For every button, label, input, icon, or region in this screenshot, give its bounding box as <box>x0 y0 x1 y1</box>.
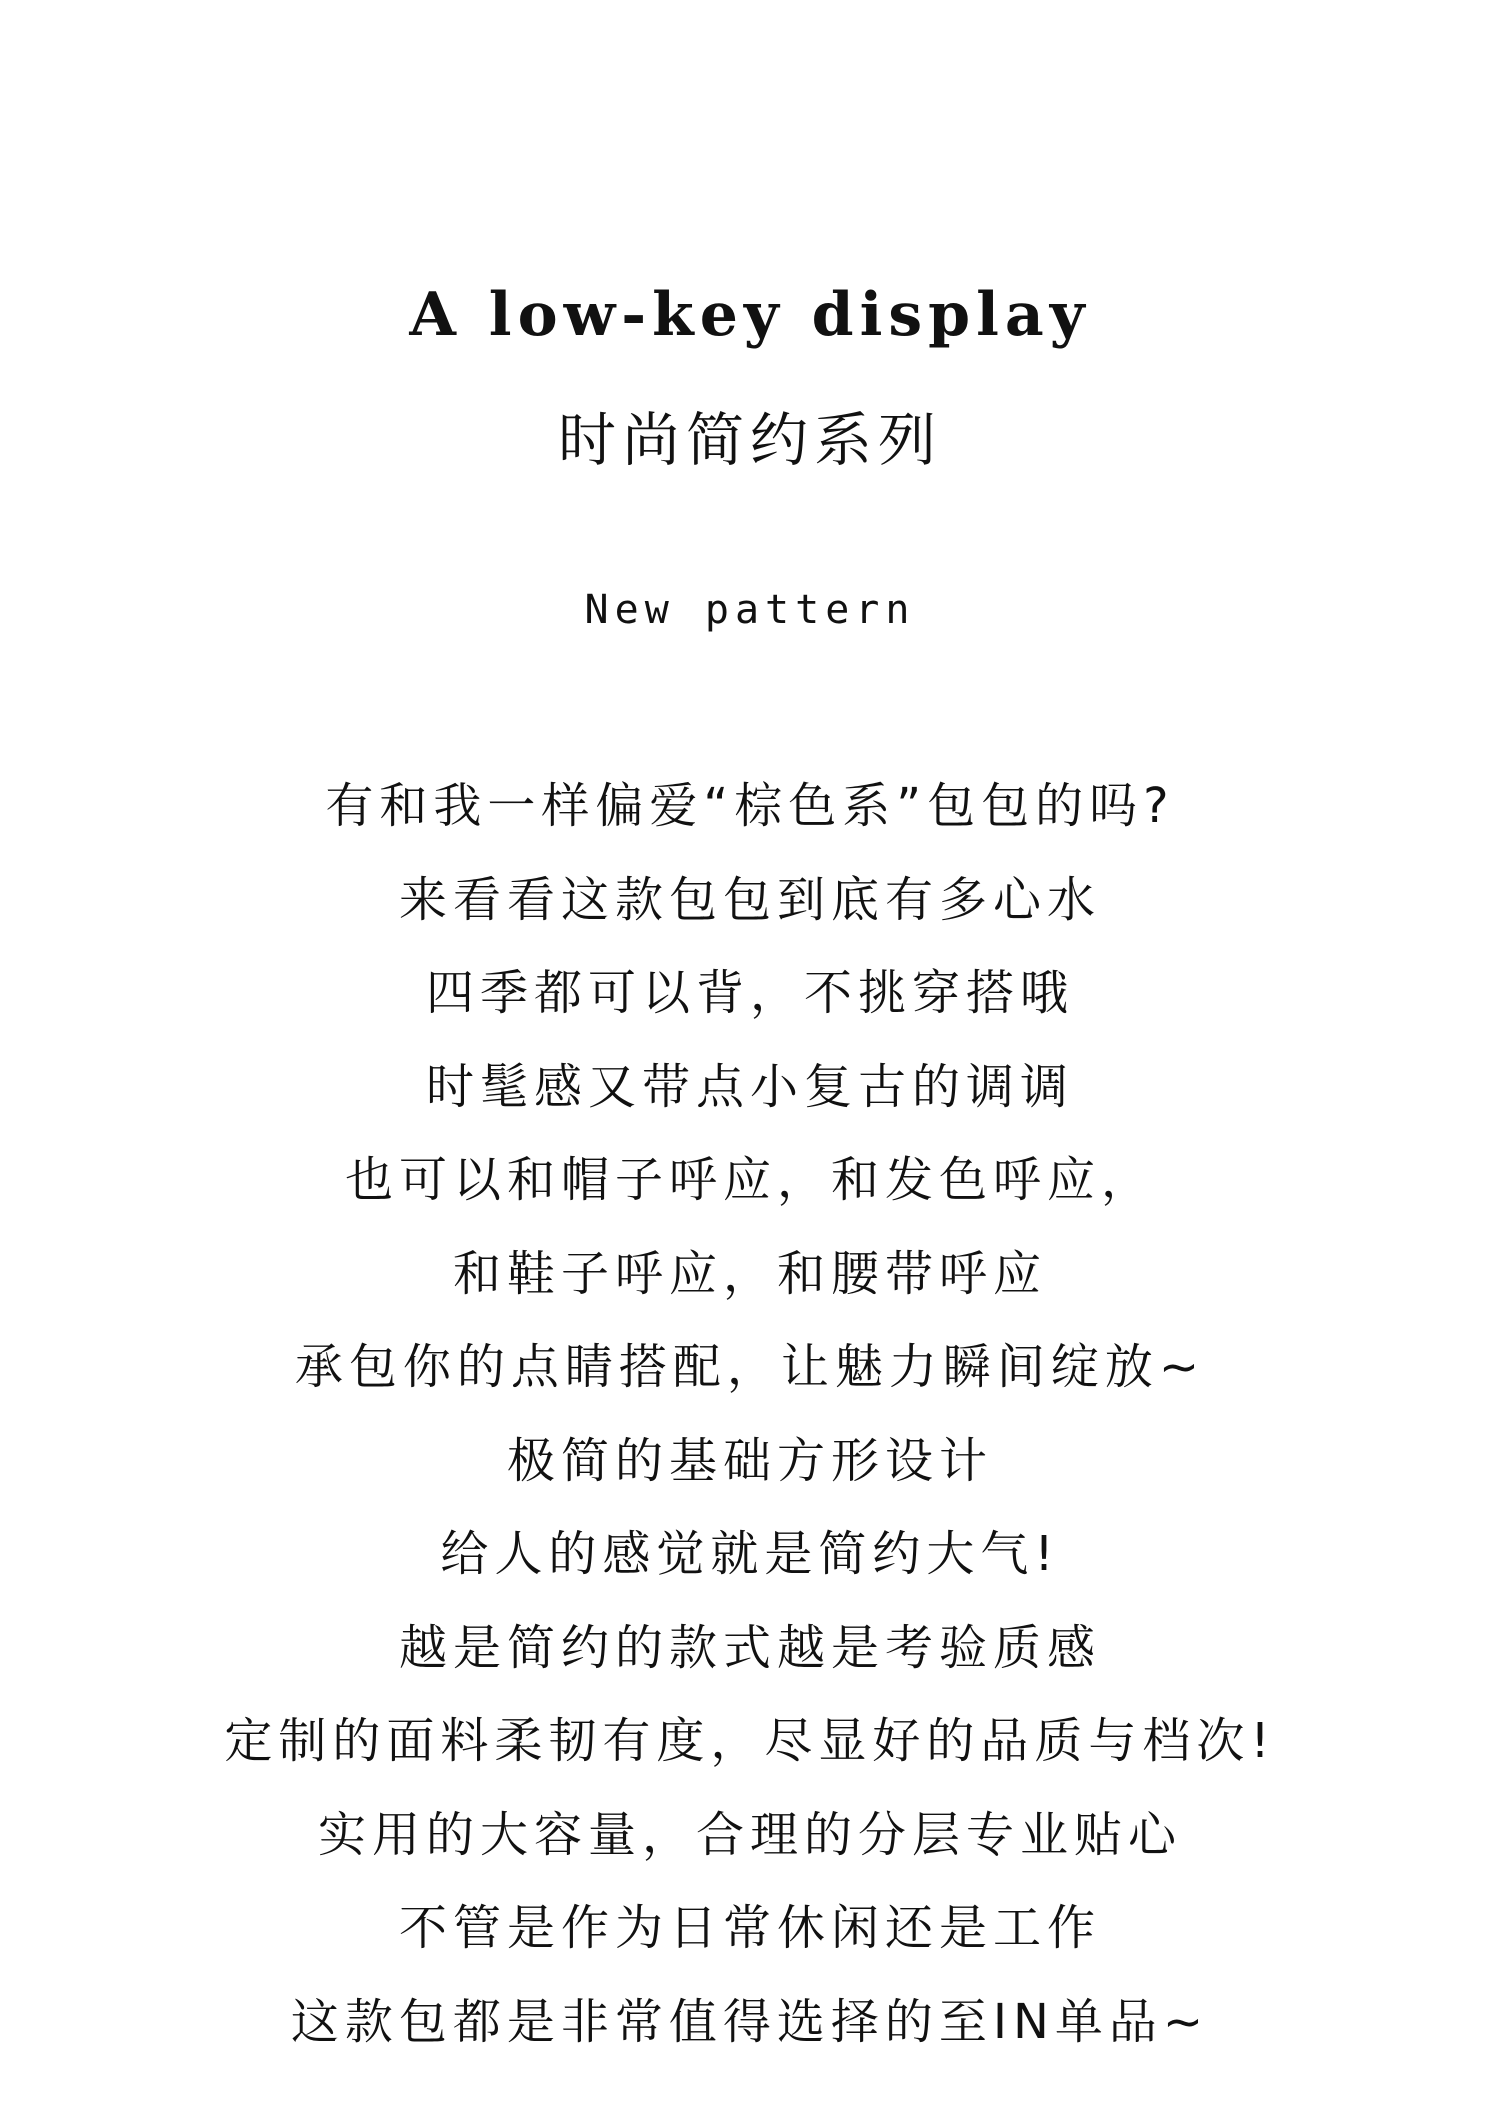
english-title: A low-key display <box>409 280 1091 350</box>
description-line: 这款包都是非常值得选择的至IN单品~ <box>290 1993 1210 2050</box>
description-text <box>0 760 1500 2069</box>
description-line: 时髦感又带点小复古的调调 <box>425 1058 1074 1115</box>
description-line: 来看看这款包包到底有多心水 <box>398 871 1101 928</box>
description-line: 不管是作为日常休闲还是工作 <box>398 1900 1101 1956</box>
description-line: 承包你的点睛搭配，让魅力瞬间绽放~ <box>294 1339 1206 1395</box>
description-line: 四季都可以背，不挑穿搭哦 <box>425 965 1074 1021</box>
chinese-title: 时尚简约系列 <box>557 406 942 474</box>
description-line: 越是简约的款式越是考验质感 <box>398 1619 1101 1676</box>
description-line: 给人的感觉就是简约大气! <box>440 1526 1060 1582</box>
subtitle: New pattern <box>584 587 916 633</box>
description-line: 极简的基础方形设计 <box>506 1432 993 1489</box>
description-line: 有和我一样偏爱“棕色系”包包的吗? <box>325 778 1175 834</box>
description-line: 定制的面料柔韧有度，尽显好的品质与档次! <box>224 1713 1276 1769</box>
description-line: 和鞋子呼应，和腰带呼应 <box>452 1245 1047 1302</box>
description-line: 也可以和帽子呼应，和发色呼应， <box>344 1152 1155 1208</box>
description-line: 实用的大容量，合理的分层专业贴心 <box>317 1806 1182 1863</box>
